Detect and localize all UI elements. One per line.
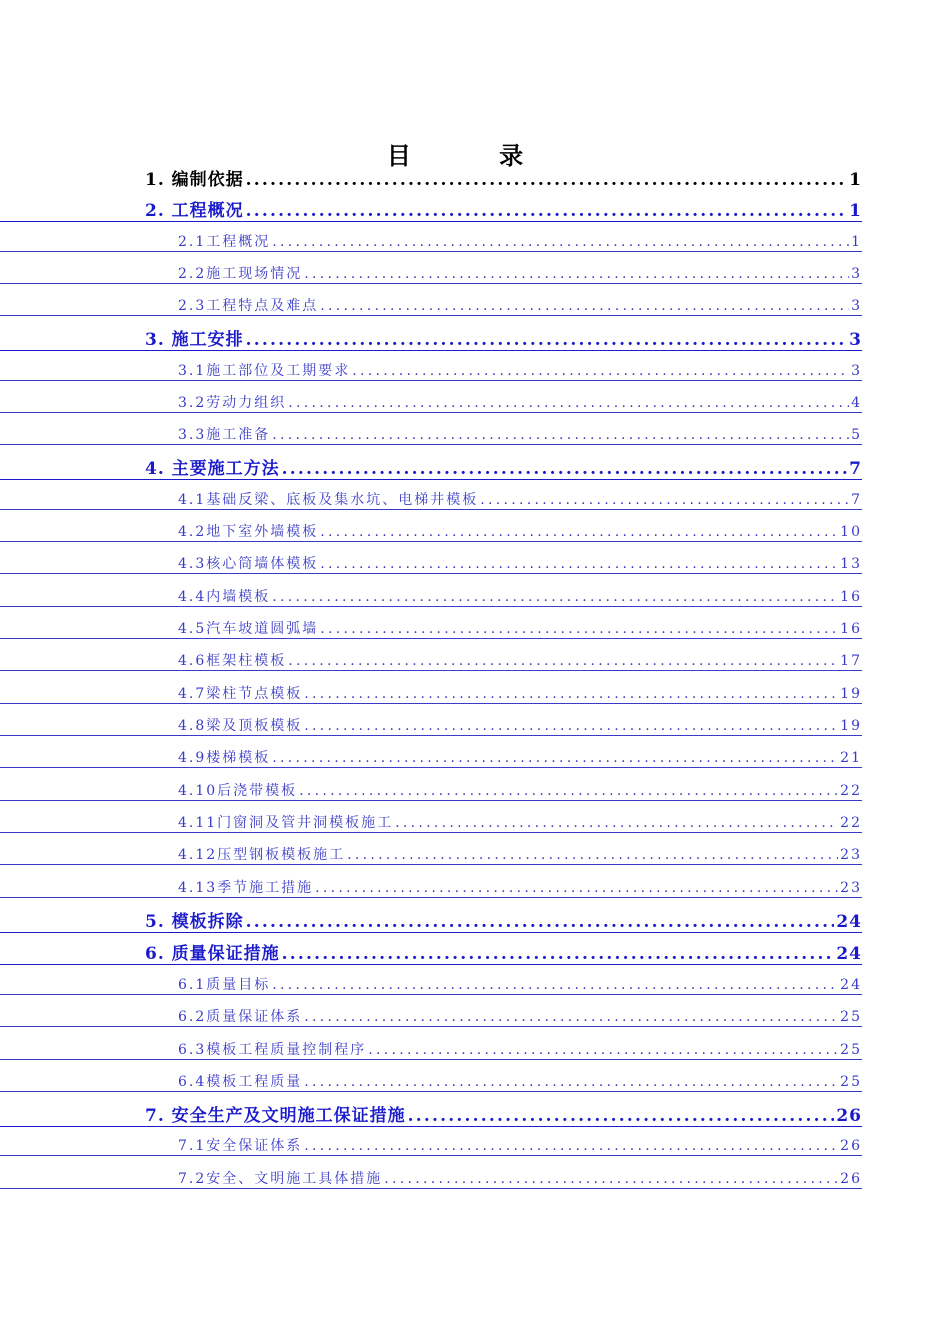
toc-entry-4-10[interactable] xyxy=(0,783,862,801)
leader-dots xyxy=(304,266,849,283)
toc-entry-6-1[interactable] xyxy=(0,977,862,995)
leader-dots xyxy=(320,298,849,315)
toc-entry-1[interactable] xyxy=(0,170,862,190)
toc-entry-label: 6.4模板工程质量 xyxy=(178,1074,303,1090)
toc-entry-4-1[interactable] xyxy=(0,492,862,510)
toc-entry-label: 1. 编制依据 xyxy=(145,170,244,190)
toc-entry-4-3[interactable] xyxy=(0,556,862,574)
leader-dots xyxy=(304,718,838,735)
toc-entry-page: 19 xyxy=(840,718,862,734)
toc-entry-page: 3 xyxy=(851,298,862,314)
toc-entry-label: 7.2安全、文明施工具体措施 xyxy=(178,1171,383,1187)
leader-dots xyxy=(246,330,847,350)
toc-entry-6-4[interactable] xyxy=(0,1074,862,1092)
toc-entry-page: 13 xyxy=(840,556,862,572)
toc-entry-page: 7 xyxy=(849,459,862,479)
toc-entry-4-9[interactable] xyxy=(0,750,862,768)
toc-entry-label: 6.2质量保证体系 xyxy=(178,1009,303,1025)
toc-entry-label: 4.8梁及顶板模板 xyxy=(178,718,303,734)
leader-dots xyxy=(384,1171,838,1188)
toc-entry-page: 1 xyxy=(849,170,862,190)
toc-entry-6[interactable] xyxy=(0,944,862,965)
toc-entry-page: 1 xyxy=(851,234,862,250)
toc-entry-label: 2.3工程特点及难点 xyxy=(178,298,319,314)
leader-dots xyxy=(288,395,849,412)
toc-entry-7[interactable] xyxy=(0,1106,862,1127)
leader-dots xyxy=(272,234,849,251)
toc-entry-label: 4.1基础反梁、底板及集水坑、电梯井模板 xyxy=(178,492,479,508)
leader-dots xyxy=(272,589,838,606)
toc-entry-3-2[interactable] xyxy=(0,395,862,413)
toc-entry-label: 4.11门窗洞及管井洞模板施工 xyxy=(178,815,394,831)
toc-entry-page: 24 xyxy=(840,977,862,993)
toc-entry-label: 3.3施工准备 xyxy=(178,427,271,443)
toc-entry-5[interactable] xyxy=(0,912,862,933)
toc-entry-4-8[interactable] xyxy=(0,718,862,736)
toc-entry-4-2[interactable] xyxy=(0,524,862,542)
toc-entry-page: 7 xyxy=(851,492,862,508)
toc-entry-label: 5. 模板拆除 xyxy=(145,912,244,932)
toc-entry-label: 4.6框架柱模板 xyxy=(178,653,287,669)
toc-entry-label: 4.4内墙模板 xyxy=(178,589,271,605)
toc-entry-4-13[interactable] xyxy=(0,880,862,898)
toc-entry-page: 5 xyxy=(851,427,862,443)
toc-entry-2-2[interactable] xyxy=(0,266,862,284)
toc-entry-page: 4 xyxy=(851,395,862,411)
toc-entry-label: 6.1质量目标 xyxy=(178,977,271,993)
leader-dots xyxy=(408,1106,835,1126)
toc-title: 目 录 xyxy=(386,141,564,170)
leader-dots xyxy=(320,556,838,573)
toc-entry-6-3[interactable] xyxy=(0,1042,862,1060)
leader-dots xyxy=(368,1042,838,1059)
toc-entry-6-2[interactable] xyxy=(0,1009,862,1027)
leader-dots xyxy=(315,880,838,897)
leader-dots xyxy=(272,977,838,994)
toc-entry-page: 24 xyxy=(836,944,862,964)
toc-entry-label: 4.10后浇带模板 xyxy=(178,783,298,799)
toc-entry-label: 6.3模板工程质量控制程序 xyxy=(178,1042,367,1058)
leader-dots xyxy=(304,686,838,703)
leader-dots xyxy=(304,1074,838,1091)
leader-dots xyxy=(282,459,847,479)
leader-dots xyxy=(282,944,835,964)
toc-entry-page: 26 xyxy=(840,1138,862,1154)
toc-entry-page: 26 xyxy=(840,1171,862,1187)
toc-entry-label: 4. 主要施工方法 xyxy=(145,459,280,479)
toc-entry-page: 26 xyxy=(836,1106,862,1126)
leader-dots xyxy=(246,201,847,221)
toc-entry-label: 4.9楼梯模板 xyxy=(178,750,271,766)
toc-entry-label: 4.12压型钢板模板施工 xyxy=(178,847,346,863)
toc-entry-2-1[interactable] xyxy=(0,234,862,252)
leader-dots xyxy=(272,427,849,444)
toc-entry-2-3[interactable] xyxy=(0,298,862,316)
toc-entry-page: 22 xyxy=(840,783,862,799)
toc-entry-2[interactable] xyxy=(0,201,862,222)
toc-entry-label: 3. 施工安排 xyxy=(145,330,244,350)
toc-entry-label: 4.13季节施工措施 xyxy=(178,880,314,896)
toc-entry-4[interactable] xyxy=(0,459,862,480)
toc-entry-4-4[interactable] xyxy=(0,589,862,607)
toc-entry-page: 21 xyxy=(840,750,862,766)
toc-entry-page: 3 xyxy=(851,266,862,282)
leader-dots xyxy=(246,912,835,932)
toc-entry-4-7[interactable] xyxy=(0,686,862,704)
toc-entry-page: 17 xyxy=(840,653,862,669)
toc-entry-label: 3.1施工部位及工期要求 xyxy=(178,363,351,379)
toc-entry-label: 4.5汽车坡道圆弧墙 xyxy=(178,621,319,637)
leader-dots xyxy=(320,524,838,541)
toc-entry-page: 3 xyxy=(849,330,862,350)
leader-dots xyxy=(352,363,849,380)
toc-entry-page: 23 xyxy=(840,880,862,896)
toc-entry-4-6[interactable] xyxy=(0,653,862,671)
toc-entry-label: 7. 安全生产及文明施工保证措施 xyxy=(145,1106,406,1126)
toc-entry-label: 4.7梁柱节点模板 xyxy=(178,686,303,702)
toc-entry-3[interactable] xyxy=(0,330,862,351)
toc-entry-page: 16 xyxy=(840,621,862,637)
toc-entry-label: 4.2地下室外墙模板 xyxy=(178,524,319,540)
toc-entry-page: 22 xyxy=(840,815,862,831)
toc-entry-4-5[interactable] xyxy=(0,621,862,639)
leader-dots xyxy=(299,783,838,800)
toc-entry-page: 25 xyxy=(840,1009,862,1025)
toc-entry-page: 23 xyxy=(840,847,862,863)
leader-dots xyxy=(246,170,847,190)
leader-dots xyxy=(320,621,838,638)
toc-entry-label: 6. 质量保证措施 xyxy=(145,944,280,964)
toc-entry-page: 25 xyxy=(840,1042,862,1058)
toc-entry-label: 4.3核心筒墙体模板 xyxy=(178,556,319,572)
leader-dots xyxy=(304,1009,838,1026)
toc-entry-page: 10 xyxy=(840,524,862,540)
leader-dots xyxy=(272,750,838,767)
leader-dots xyxy=(395,815,838,832)
toc-entry-page: 1 xyxy=(849,201,862,221)
toc-entry-page: 24 xyxy=(836,912,862,932)
toc-entry-label: 2. 工程概况 xyxy=(145,201,244,221)
toc-entry-page: 25 xyxy=(840,1074,862,1090)
toc-entry-7-1[interactable] xyxy=(0,1138,862,1156)
toc-entry-4-11[interactable] xyxy=(0,815,862,833)
leader-dots xyxy=(347,847,838,864)
leader-dots xyxy=(480,492,849,509)
toc-entry-page: 19 xyxy=(840,686,862,702)
leader-dots xyxy=(304,1138,838,1155)
toc-entry-label: 2.1工程概况 xyxy=(178,234,271,250)
toc-entry-label: 7.1安全保证体系 xyxy=(178,1138,303,1154)
toc-entry-4-12[interactable] xyxy=(0,847,862,865)
toc-entry-page: 3 xyxy=(851,363,862,379)
toc-entry-7-2[interactable] xyxy=(0,1171,862,1189)
toc-entry-label: 2.2施工现场情况 xyxy=(178,266,303,282)
toc-entry-page: 16 xyxy=(840,589,862,605)
toc-entry-3-1[interactable] xyxy=(0,363,862,381)
toc-entry-label: 3.2劳动力组织 xyxy=(178,395,287,411)
leader-dots xyxy=(288,653,838,670)
toc-entry-3-3[interactable] xyxy=(0,427,862,445)
